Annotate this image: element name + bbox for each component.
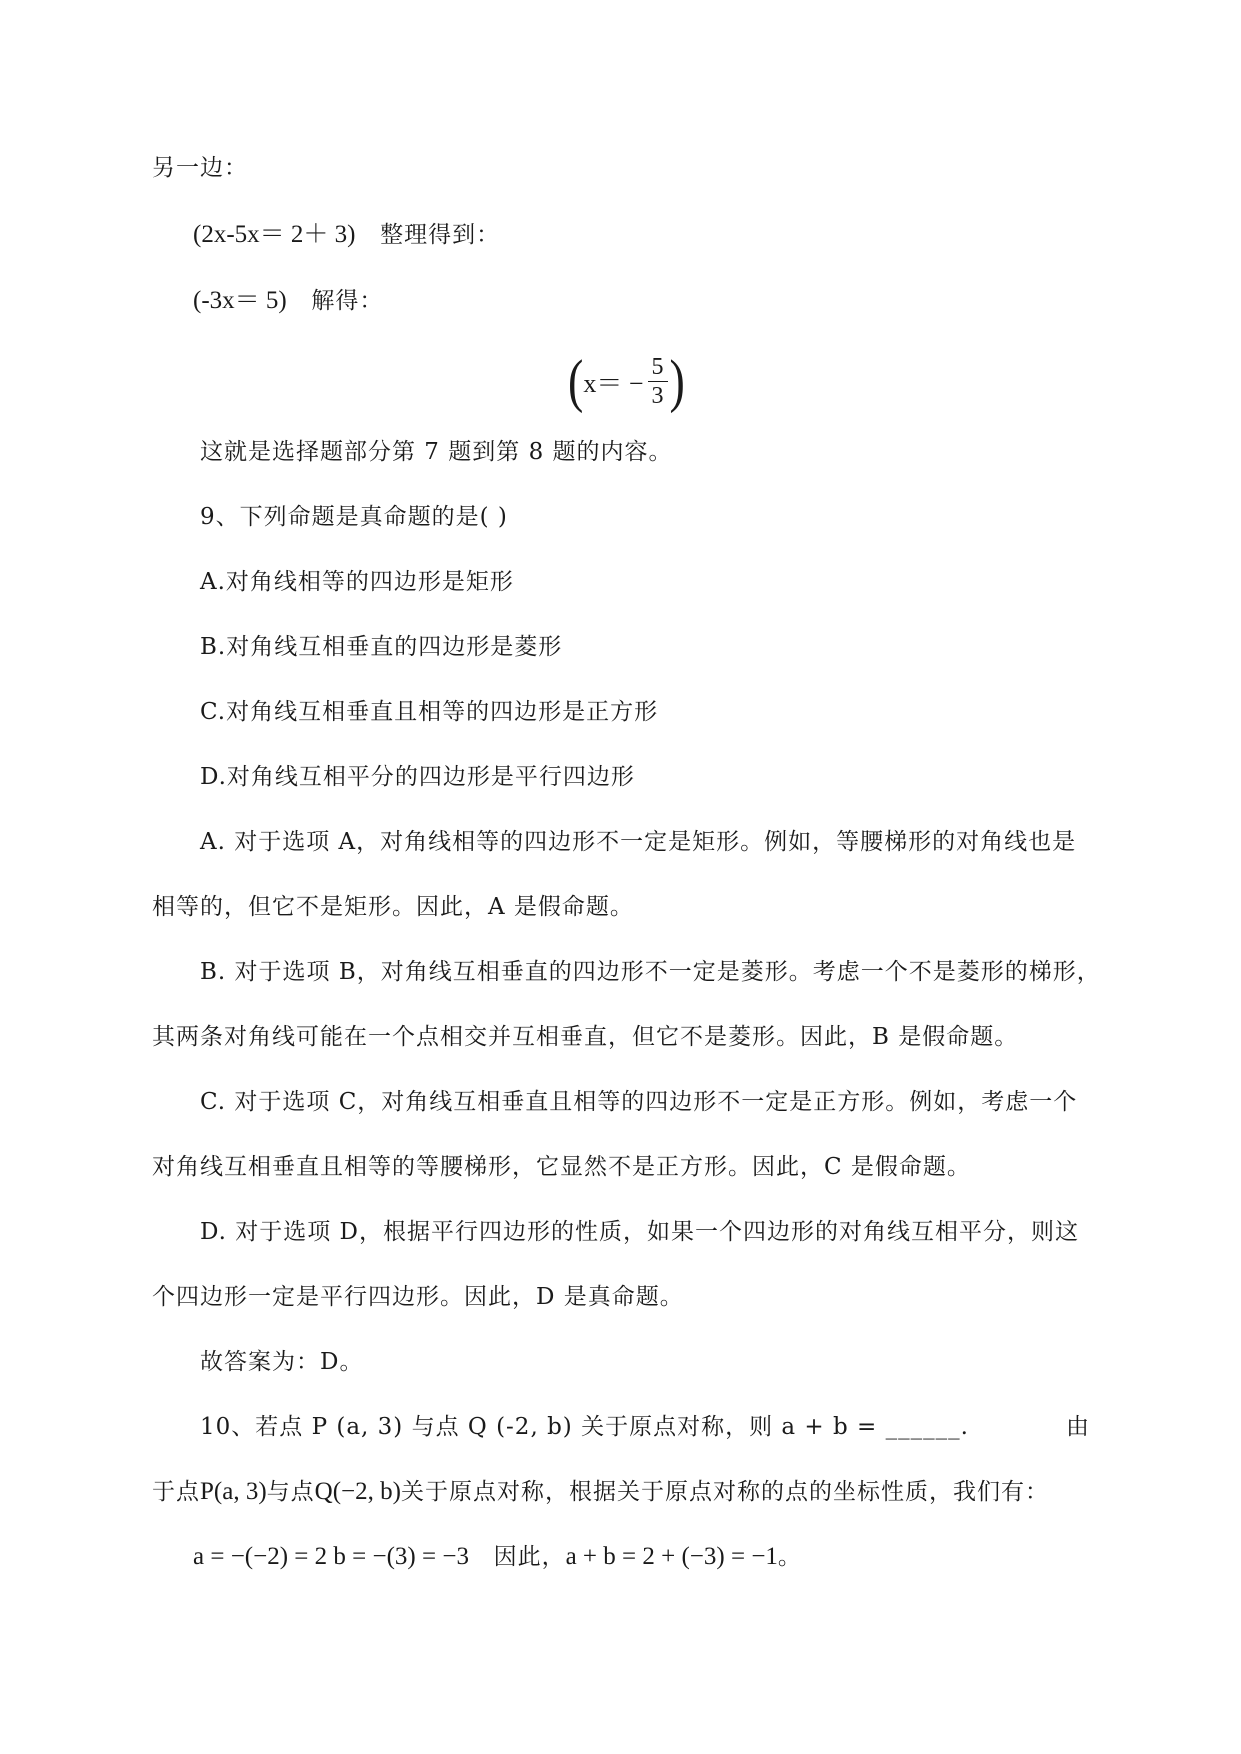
- fraction: [648, 353, 668, 410]
- equation-line: [193, 219, 500, 251]
- text-line: C. 对于选项 C，对角线互相垂直且相等的四边形不一定是正方形。例如，考虑一个: [200, 1089, 1078, 1115]
- text-span: 因此，: [493, 1544, 566, 1570]
- text-line: 另一边：: [152, 155, 248, 181]
- text-line: 这就是选择题部分第 7 题到第 8 题的内容。: [200, 439, 673, 465]
- text-span: 。: [777, 1544, 802, 1570]
- math-expression: P(a, 3): [200, 1478, 267, 1505]
- text-span: 与点: [266, 1479, 315, 1505]
- question-title: 9、下列命题是真命题的是( ): [200, 504, 508, 530]
- text-span: 由: [1066, 1414, 1090, 1440]
- math-expression: a + b = 2 + (−3) = −1: [565, 1543, 778, 1570]
- math-expression: (-3x＝ 5): [193, 287, 287, 314]
- fraction-denominator: 3: [651, 382, 664, 409]
- equation-line: [193, 285, 383, 317]
- text-line: 其两条对角线可能在一个点相交并互相垂直，但它不是菱形。因此，B 是假命题。: [152, 1024, 1019, 1050]
- text-line: 对角线互相垂直且相等的等腰梯形，它显然不是正方形。因此，C 是假命题。: [152, 1154, 971, 1180]
- option-b: B.对角线互相垂直的四边形是菱形: [200, 634, 563, 660]
- text-span: 解得：: [311, 288, 384, 314]
- option-a: A.对角线相等的四边形是矩形: [200, 569, 514, 595]
- text-line: [152, 1476, 1049, 1508]
- math-expression: (2x-5x＝ 2＋ 3): [193, 221, 356, 248]
- math-expression: Q(−2, b): [314, 1478, 401, 1505]
- text-span: 整理得到：: [380, 222, 501, 248]
- text-span: 于点: [152, 1479, 200, 1505]
- fraction-equation: [568, 345, 685, 417]
- right-paren: ): [669, 347, 685, 414]
- question-title: 10、若点 P (a, 3) 与点 Q (-2, b) 关于原点对称，则 a + b = ______.: [200, 1414, 969, 1440]
- math-expression: a = −(−2) = 2 b = −(3) = −3: [193, 1543, 469, 1570]
- text-line: A. 对于选项 A，对角线相等的四边形不一定是矩形。例如，等腰梯形的对角线也是: [200, 829, 1077, 855]
- fraction-numerator: 5: [651, 353, 664, 380]
- text-line: 相等的，但它不是矩形。因此，A 是假命题。: [152, 894, 634, 920]
- equation-line: [193, 1541, 802, 1573]
- left-paren: (: [568, 347, 584, 414]
- text-line: B. 对于选项 B，对角线互相垂直的四边形不一定是菱形。考虑一个不是菱形的梯形，: [200, 959, 1101, 985]
- text-line: 个四边形一定是平行四边形。因此，D 是真命题。: [152, 1284, 684, 1310]
- answer-line: 故答案为：D。: [200, 1349, 364, 1375]
- equation-lhs: x＝ −: [583, 368, 644, 398]
- text-line: D. 对于选项 D，根据平行四边形的性质，如果一个四边形的对角线互相平分，则这: [200, 1219, 1079, 1245]
- text-span: 关于原点对称，根据关于原点对称的点的坐标性质，我们有：: [400, 1479, 1049, 1505]
- option-c: C.对角线互相垂直且相等的四边形是正方形: [200, 699, 659, 725]
- option-d: D.对角线互相平分的四边形是平行四边形: [200, 764, 635, 790]
